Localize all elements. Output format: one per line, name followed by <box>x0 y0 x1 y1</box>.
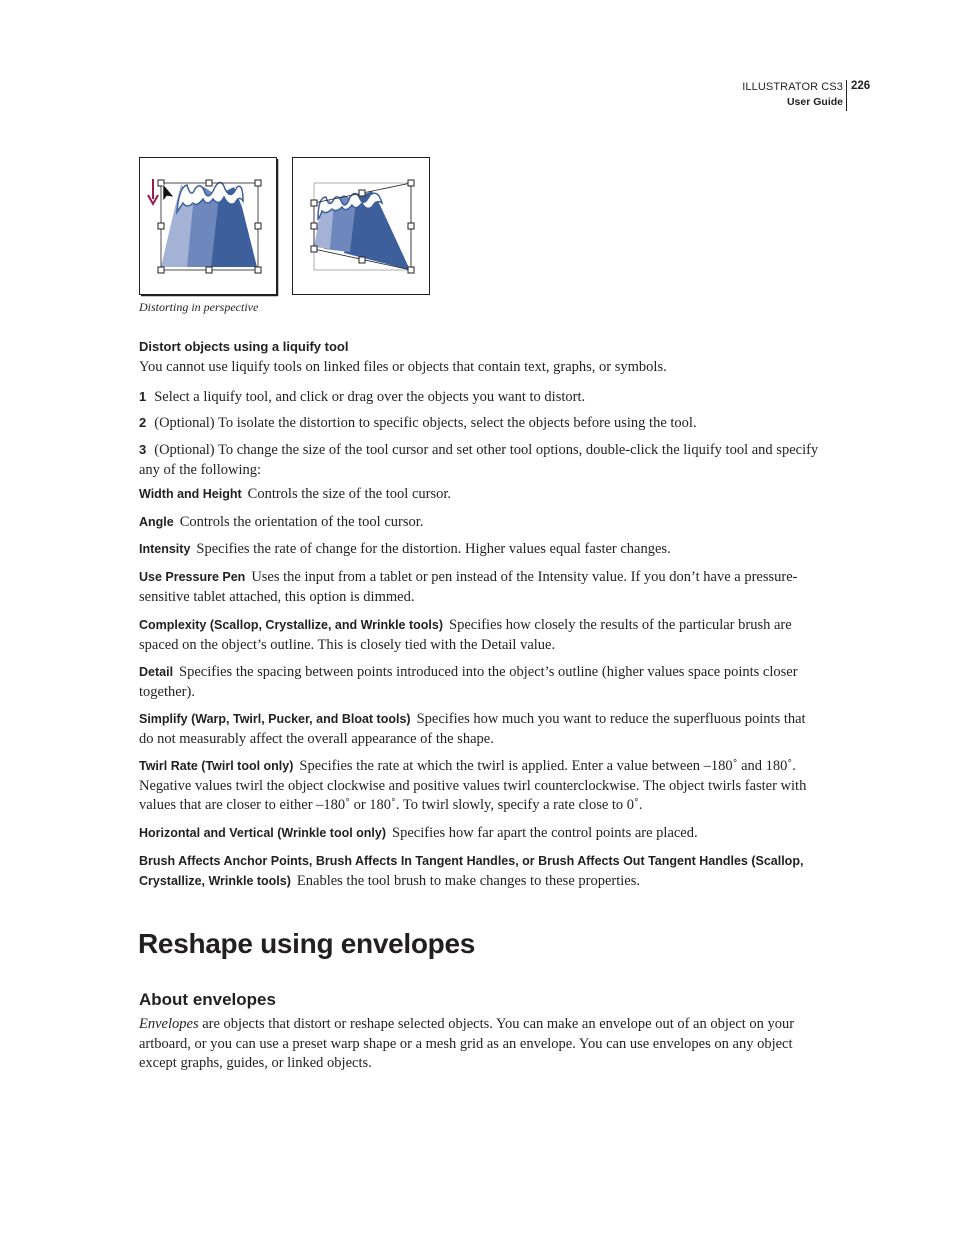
handle-top-center <box>206 180 212 186</box>
option-label: Angle <box>139 515 174 529</box>
option-detail <box>139 663 819 702</box>
step-2 <box>139 413 819 434</box>
option-label: Detail <box>139 665 174 679</box>
option-label: Horizontal and Vertical (Wrinkle tool only) <box>139 826 387 840</box>
option-label: Intensity <box>139 542 191 556</box>
figure-after <box>292 157 432 297</box>
mountain-original-illustration <box>139 157 279 297</box>
option-brush-affects <box>139 852 819 891</box>
option-label: Simplify (Warp, Twirl, Pucker, and Bloat tools) <box>139 712 411 726</box>
option-horizontal-vertical <box>139 824 819 844</box>
handle-mid-left <box>311 223 317 229</box>
option-twirl-rate <box>139 757 819 816</box>
page-number: 226 <box>851 80 871 92</box>
option-text: Controls the size of the tool cursor. <box>247 486 452 502</box>
envelopes-body: are objects that distort or reshape selected objects. You can make an envelope out of an object on your artboard, or you can use a preset warp shape or a mesh grid as an envelope. You can use envelopes on any object except graphs, guides, or linked objects. <box>139 1016 795 1071</box>
option-label: Complexity (Scallop, Crystallize, and Wrinkle tools) <box>139 618 444 632</box>
figure-before <box>139 157 279 297</box>
step-3 <box>139 440 819 480</box>
step-number: 2 <box>139 415 147 430</box>
handle-mid-left <box>158 223 164 229</box>
subsection-heading: About envelopes <box>139 990 276 1009</box>
section-title: Reshape using envelopes <box>138 928 475 959</box>
option-label: Twirl Rate (Twirl tool only) <box>139 759 294 773</box>
liquify-intro: You cannot use liquify tools on linked files or objects that contain text, graphs, or symbols. <box>139 359 667 375</box>
option-text: Enables the tool brush to make changes to these properties. <box>296 872 640 889</box>
option-label: Width and Height <box>139 487 242 501</box>
figure-caption: Distorting in perspective <box>139 300 259 314</box>
option-simplify <box>139 710 819 749</box>
handle-top-center <box>359 190 365 196</box>
handle-bottom-right <box>408 267 414 273</box>
envelopes-term: Envelopes <box>139 1016 199 1032</box>
option-text: Controls the orientation of the tool cursor. <box>179 514 424 530</box>
handle-top-left <box>311 200 317 206</box>
handle-bottom-left <box>311 246 317 252</box>
guide-name: User Guide <box>786 96 843 108</box>
option-use-pressure-pen <box>139 568 819 607</box>
handle-top-right <box>408 180 414 186</box>
option-width-height <box>139 485 819 505</box>
option-text: Specifies the rate at which the twirl is applied. Enter a value between –180˚ and 180˚. Negative values twirl the object clockwise and positive values twirl counterclockwise. The object twirls faster with values that are closer to either –180˚ or 180˚. To twirl slowly, specify a rate close to 0˚. <box>139 758 807 813</box>
liquify-heading: Distort objects using a liquify tool <box>139 339 349 354</box>
option-text: Specifies how much you want to reduce the superfluous points that do not measurably affect the overall appearance of the shape. <box>139 711 806 747</box>
header-divider <box>846 80 847 111</box>
handle-bottom-center <box>206 267 212 273</box>
option-text: Specifies the rate of change for the distortion. Higher values equal faster changes. <box>196 541 671 557</box>
option-angle <box>139 513 819 533</box>
option-label: Use Pressure Pen <box>139 570 246 584</box>
handle-bottom-left <box>158 267 164 273</box>
product-name: ILLUSTRATOR CS3 <box>742 81 843 93</box>
option-text: Specifies how far apart the control points are placed. <box>392 825 698 841</box>
step-text: (Optional) To isolate the distortion to specific objects, select the objects before using the tool. <box>154 415 697 431</box>
option-intensity <box>139 540 819 560</box>
handle-mid-right <box>408 223 414 229</box>
option-text: Specifies the spacing between points introduced into the object’s outline (higher values space points closer together). <box>139 664 798 700</box>
envelopes-paragraph <box>139 1015 819 1074</box>
running-header <box>742 80 843 110</box>
step-text: (Optional) To change the size of the tool cursor and set other tool options, double-click the liquify tool and specify any of the following: <box>139 442 819 478</box>
option-text: Uses the input from a tablet or pen instead of the Intensity value. If you don’t have a pressure-sensitive tablet attached, this option is dimmed. <box>139 569 798 605</box>
step-text: Select a liquify tool, and click or drag over the objects you want to distort. <box>154 389 586 405</box>
handle-bottom-right <box>255 267 261 273</box>
mountain-perspective-illustration <box>292 157 432 297</box>
step-number: 3 <box>139 442 147 457</box>
handle-bottom-center <box>359 257 365 263</box>
step-number: 1 <box>139 389 147 404</box>
step-1 <box>139 387 819 408</box>
handle-top-right <box>255 180 261 186</box>
option-label: Brush Affects Anchor Points, Brush Affects In Tangent Handles, or Brush Affects Out Tangent Handles (Scallop, Crystallize, Wrinkle tools) <box>139 854 804 888</box>
option-complexity <box>139 616 819 655</box>
option-text: Specifies how closely the results of the particular brush are spaced on the object’s outline. This is closely tied with the Detail value. <box>139 617 792 653</box>
handle-mid-right <box>255 223 261 229</box>
